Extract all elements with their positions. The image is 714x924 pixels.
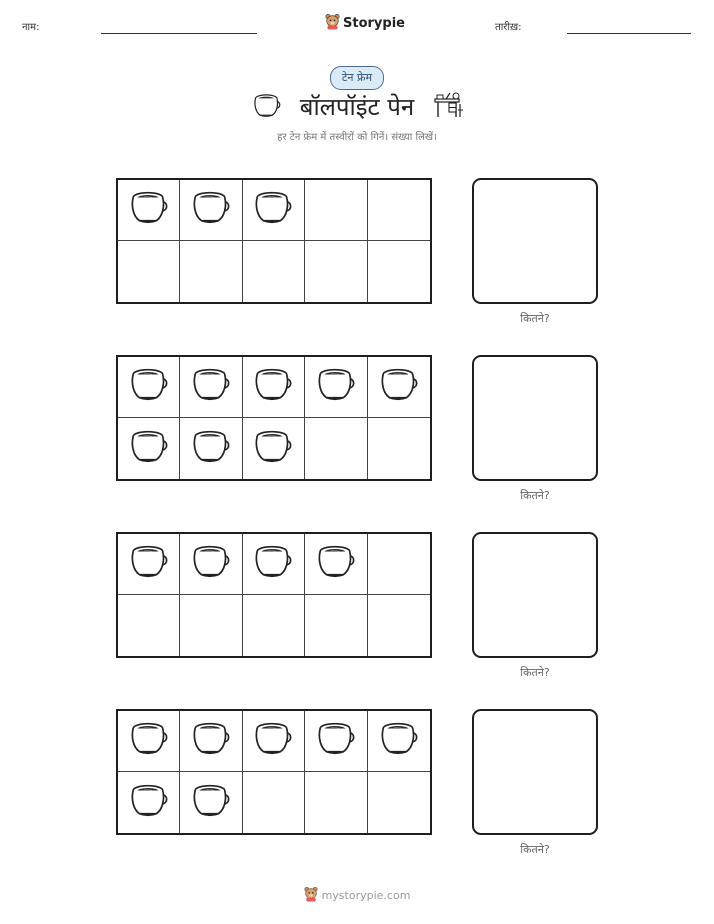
ink-pot-icon [254,190,292,230]
frame-cell [243,711,305,772]
bear-mascot-icon [304,886,318,905]
answer-box-4[interactable] [472,709,598,835]
ink-pot-icon [192,190,230,230]
ink-pot-icon [192,783,230,823]
answer-box-1[interactable] [472,178,598,304]
frame-cell [118,711,180,772]
ten-frame-3 [116,532,432,658]
frame-cell [118,180,180,241]
frame-cell [180,241,242,302]
ink-pot-icon [192,429,230,469]
category-tag: टेन फ्रेम [330,66,384,90]
brand-name: Storypie [343,16,405,31]
worksheet-title: बॉलपॉइंट पेन [299,93,415,121]
frame-cell [368,418,430,479]
frame-cell [368,357,430,418]
frame-cell [368,711,430,772]
frame-cell [305,241,367,302]
frame-cell [118,418,180,479]
frame-cell [243,534,305,595]
ink-pot-icon [317,544,355,584]
frame-cell [368,534,430,595]
ink-pot-icon [192,544,230,584]
frame-cell [243,241,305,302]
ink-pot-icon [317,367,355,407]
frame-cell [180,180,242,241]
brand-logo [325,13,405,34]
answer-box-2[interactable] [472,355,598,481]
how-many-label-3: कितने? [520,666,550,679]
ten-frame-1 [116,178,432,304]
how-many-label-1: कितने? [520,312,550,325]
ink-pot-icon [130,429,168,469]
frame-cell [180,772,242,833]
frame-cell [368,241,430,302]
frame-cell [305,418,367,479]
frame-cell [243,357,305,418]
ink-pot-icon [380,367,418,407]
how-many-label-4: कितने? [520,843,550,856]
frame-cell [180,534,242,595]
bear-mascot-icon [325,13,340,34]
frame-cell [243,180,305,241]
ink-pot-icon [254,544,292,584]
frame-cell [118,357,180,418]
frame-cell [305,180,367,241]
ink-pot-icon [192,367,230,407]
frame-cell [305,595,367,656]
frame-cell [180,418,242,479]
ink-pot-icon [192,721,230,761]
ink-pot-icon [317,721,355,761]
frame-cell [118,534,180,595]
ten-frame-4 [116,709,432,835]
frame-cell [368,595,430,656]
name-line[interactable] [101,33,257,34]
ten-frame-2 [116,355,432,481]
how-many-label-2: कितने? [520,489,550,502]
ink-pot-icon [254,429,292,469]
frame-cell [180,711,242,772]
ink-pot-icon [254,367,292,407]
frame-cell [305,357,367,418]
frame-cell [368,180,430,241]
name-label: नाम: [22,22,40,33]
desk-icon [432,90,464,124]
ink-pot-icon [130,190,168,230]
footer [0,886,714,905]
frame-cell [305,711,367,772]
ink-pot-icon [130,783,168,823]
frame-cell [180,357,242,418]
ink-pot-icon [130,721,168,761]
answer-box-3[interactable] [472,532,598,658]
frame-cell [243,418,305,479]
date-label: तारीख़: [495,22,522,33]
frame-cell [305,772,367,833]
frame-cell [305,534,367,595]
ink-pot-icon [130,367,168,407]
date-line[interactable] [567,33,691,34]
frame-cell [118,595,180,656]
ink-pot-icon [130,544,168,584]
instructions: हर टेन फ्रेम में तस्वीरों को गिनें। संख्या लिखें। [277,132,437,143]
frame-cell [180,595,242,656]
frame-cell [368,772,430,833]
frame-cell [243,772,305,833]
ink-pot-icon [380,721,418,761]
frame-cell [243,595,305,656]
footer-site: mystorypie.com [321,889,411,902]
frame-cell [118,772,180,833]
ink-pot-icon [254,721,292,761]
frame-cell [118,241,180,302]
